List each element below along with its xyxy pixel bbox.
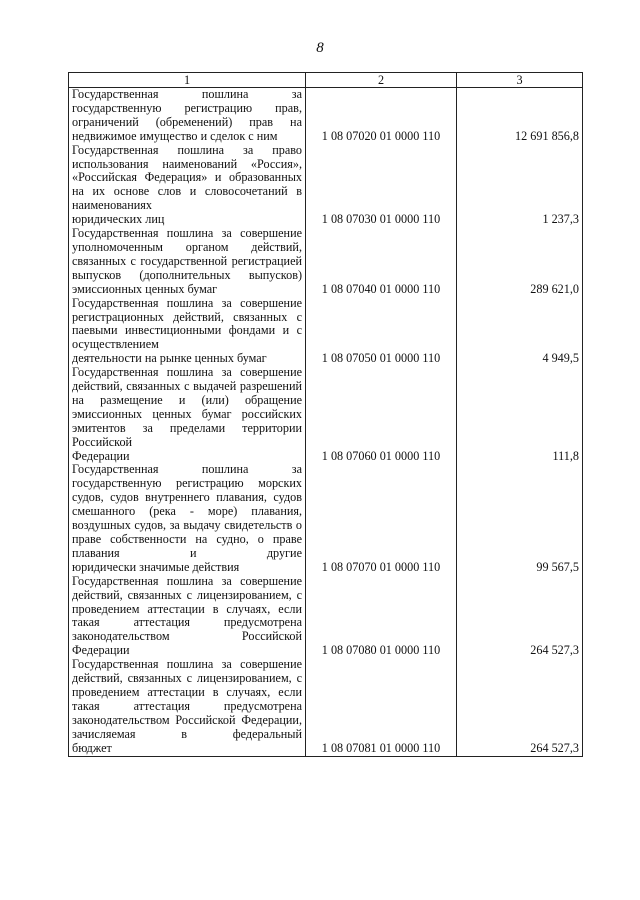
- description-line-last: эмиссионных ценных бумаг: [72, 281, 218, 296]
- description-line-last: бюджет: [72, 740, 112, 755]
- description-line: судно, о праве плавания и другие: [72, 532, 303, 560]
- description-line-last: юридических лиц: [72, 212, 165, 227]
- description-line: (или) обращение эмиссионных ценных: [72, 392, 303, 421]
- table-row: [69, 658, 583, 756]
- description-line-last: юридически значимые действия: [72, 559, 240, 574]
- row-amount: 289 621,0: [457, 227, 583, 297]
- description-line: Государственная пошлина за: [72, 365, 232, 380]
- description-line: действий, связанных с государственной: [72, 239, 302, 268]
- description-line: выдачей разрешений на размещение и: [72, 379, 302, 407]
- description-line: совершение уполномоченным органом: [72, 226, 303, 254]
- row-description: [69, 88, 306, 144]
- description-line: совершение регистрационных действий,: [72, 295, 303, 324]
- budget-revenue-table: [68, 72, 583, 757]
- description-line: совершение действий, связанных с: [72, 365, 303, 394]
- description-line: аттестация предусмотрена: [133, 615, 303, 630]
- description-line: использования наименований «Россия»,: [72, 156, 302, 171]
- description-line: словосочетаний в наименованиях: [72, 184, 302, 213]
- table-row: [69, 144, 583, 227]
- row-code: 1 08 07050 01 0000 110: [306, 297, 457, 367]
- description-line: ограничений (обременений) прав на: [72, 114, 302, 129]
- column-header-3: 3: [457, 73, 583, 88]
- row-amount: 264 527,3: [457, 658, 583, 756]
- row-description: [69, 366, 306, 463]
- row-description: [69, 144, 306, 227]
- column-header-2: 2: [306, 73, 457, 88]
- description-line: Государственная пошлина за: [72, 87, 302, 101]
- row-amount: 111,8: [457, 366, 583, 463]
- description-line: Государственная пошлина за: [72, 657, 232, 672]
- description-line: аттестации в случаях, если такая: [72, 684, 303, 713]
- description-line: совершение действий, связанных с: [72, 573, 303, 602]
- row-amount: 1 237,3: [457, 144, 583, 227]
- description-line: образованных на их основе слов и: [72, 170, 302, 199]
- description-line: Федерации, зачисляемая в федеральный: [72, 712, 302, 741]
- row-description: [69, 463, 306, 574]
- description-line: совершение действий, связанных с: [72, 657, 303, 686]
- table-row: [69, 297, 583, 367]
- table-body: [69, 88, 583, 757]
- column-header-1: 1: [69, 73, 306, 88]
- description-line-last: Федерации: [72, 643, 130, 658]
- row-code: 1 08 07030 01 0000 110: [306, 144, 457, 227]
- description-line: лицензированием, с проведением: [72, 671, 302, 699]
- description-line: аттестация предусмотрена: [133, 698, 303, 713]
- description-line: (дополнительных выпусков): [139, 267, 303, 282]
- description-line: Государственная пошлина за: [72, 295, 232, 310]
- description-line: законодательством Российской: [72, 712, 236, 727]
- description-line: свидетельств о праве собственности на: [72, 518, 302, 546]
- row-description: [69, 227, 306, 297]
- description-line-last: Федерации: [72, 448, 130, 463]
- description-line: «Российская Федерация» и: [72, 170, 222, 185]
- description-line: государственную регистрацию морских: [72, 476, 302, 491]
- row-code: 1 08 07081 01 0000 110: [306, 658, 457, 756]
- table-header-row: [69, 73, 583, 88]
- description-line: лицензированием, с проведением: [72, 587, 302, 616]
- description-line-last: недвижимое имущество и сделок с ним: [72, 128, 278, 143]
- description-line: Государственная пошлина за: [72, 573, 232, 588]
- table-row: [69, 88, 583, 144]
- row-description: [69, 297, 306, 367]
- description-line: бумаг российских эмитентов за: [72, 406, 302, 435]
- table-row: [69, 366, 583, 463]
- row-code: 1 08 07070 01 0000 110: [306, 463, 457, 574]
- description-line: государственную регистрацию прав,: [72, 100, 302, 115]
- table-row: [69, 575, 583, 658]
- description-line: плавания, воздушных судов, за выдачу: [72, 504, 303, 533]
- row-code: 1 08 07060 01 0000 110: [306, 366, 457, 463]
- description-line: Государственная пошлина за: [72, 462, 302, 477]
- row-amount: 264 527,3: [457, 575, 583, 658]
- description-line: судов смешанного (река - море): [72, 490, 303, 519]
- description-line: фондами и с осуществлением: [72, 323, 302, 352]
- row-amount: 12 691 856,8: [457, 88, 583, 144]
- description-line-last: деятельности на рынке ценных бумаг: [72, 351, 267, 366]
- table-row: [69, 227, 583, 297]
- description-line: законодательством Российской: [72, 629, 302, 644]
- row-code: 1 08 07080 01 0000 110: [306, 575, 457, 658]
- description-line: Государственная пошлина за: [72, 226, 232, 241]
- row-description: [69, 575, 306, 658]
- page-number: 8: [316, 40, 324, 56]
- description-line: судов, судов внутреннего плавания,: [72, 490, 267, 505]
- description-line: связанных с паевыми инвестиционными: [72, 309, 303, 338]
- description-line: Государственная пошлина за право: [72, 142, 302, 157]
- description-line: аттестации в случаях, если такая: [72, 601, 303, 630]
- description-line: пределами территории Российской: [72, 420, 302, 449]
- row-amount: 4 949,5: [457, 297, 583, 367]
- row-description: [69, 658, 306, 756]
- table-row: [69, 463, 583, 574]
- description-line: регистрацией выпусков: [72, 253, 302, 282]
- row-amount: 99 567,5: [457, 463, 583, 574]
- row-code: 1 08 07020 01 0000 110: [306, 88, 457, 144]
- row-code: 1 08 07040 01 0000 110: [306, 227, 457, 297]
